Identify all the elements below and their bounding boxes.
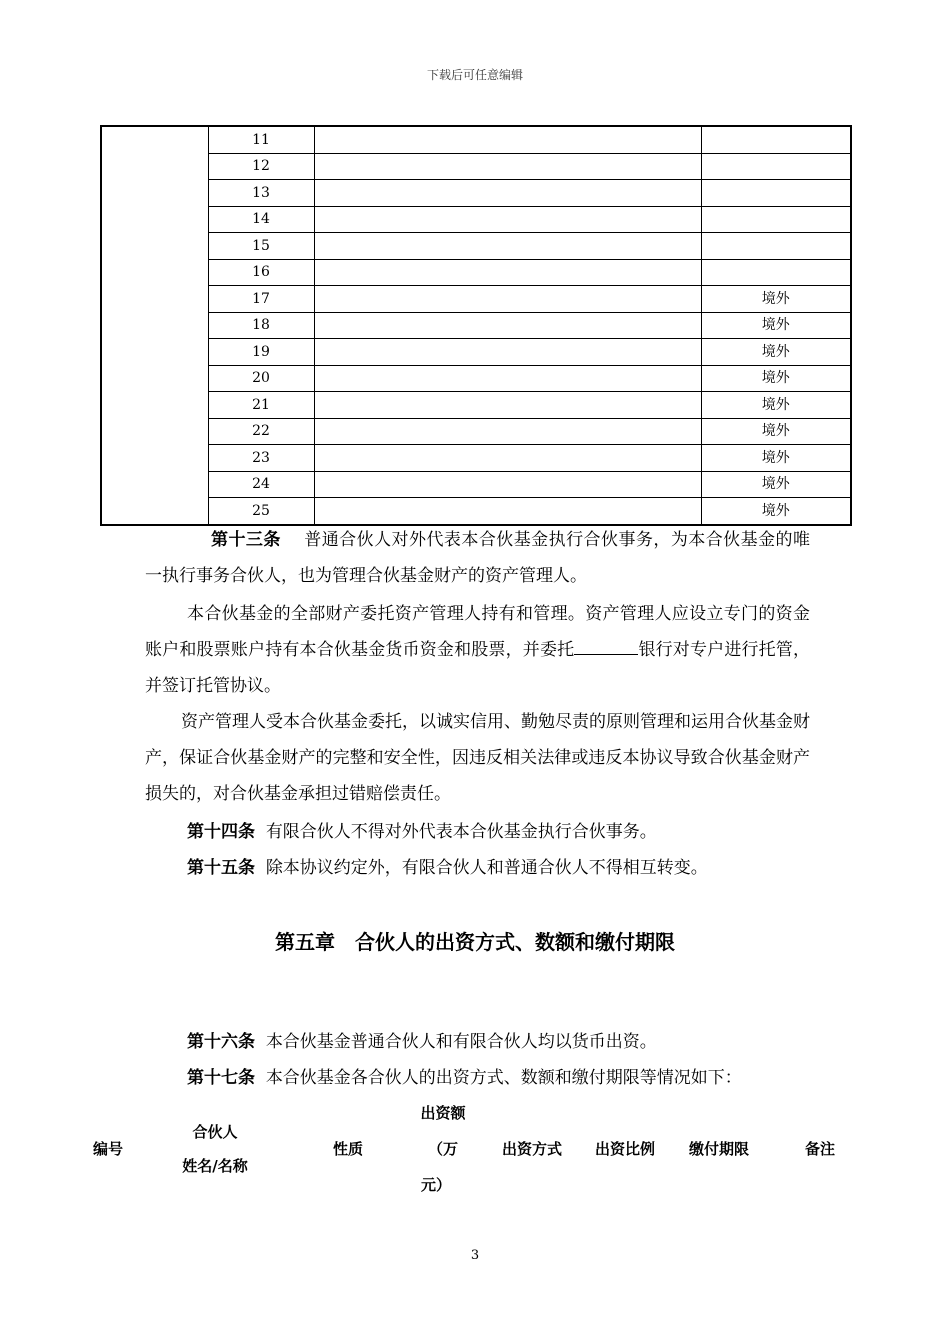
row-number-cell: 22 [208,418,314,445]
bank-blank[interactable] [574,640,638,655]
row-number-cell: 24 [208,471,314,498]
region-note-cell [701,126,851,153]
row-number-cell: 23 [208,445,314,472]
table-row [101,206,851,233]
row-number-cell: 20 [208,365,314,392]
article-15-text: 除本协议约定外，有限合伙人和普通合伙人不得相互转变。 [265,858,708,878]
partner-name-cell [314,365,701,392]
manager-paragraph: 资产管理人受本合伙基金委托，以诚实信用、勤勉尽责的原则管理和运用合伙基金财产，保证合伙基金财产的完整和安全性，因违反相关法律或违反本协议导致合伙基金财产损失的，对合伙基金承担过错赔偿责任。 [145,712,810,804]
partner-name-cell [314,312,701,339]
table-row [101,339,851,366]
row-number-cell: 18 [208,312,314,339]
article-14-title: 第十四条 [187,822,255,842]
region-note-cell [701,153,851,180]
header-amount-line2: （万 [427,1140,458,1158]
header-remark: 备注 [804,1140,835,1158]
region-note-cell: 境外 [701,471,851,498]
table-row [101,392,851,419]
region-note-cell: 境外 [701,339,851,366]
partner-name-cell [314,339,701,366]
partner-name-cell [314,392,701,419]
partner-name-cell [314,206,701,233]
region-note-cell: 境外 [701,418,851,445]
partner-name-cell [314,259,701,286]
region-note-cell: 境外 [701,445,851,472]
table-row [101,126,851,153]
table-row [101,445,851,472]
article-16-text: 本合伙基金普通合伙人和有限合伙人均以货币出资。 [265,1032,657,1052]
row-number-cell: 11 [208,126,314,153]
region-note-cell: 境外 [701,498,851,525]
row-number-cell: 19 [208,339,314,366]
table-row [101,180,851,207]
region-note-cell [701,180,851,207]
header-name-line1: 合伙人 [192,1123,238,1141]
header-term: 缴付期限 [688,1140,749,1158]
region-note-cell: 境外 [701,286,851,313]
page-number: 3 [470,1248,480,1263]
row-number-cell: 14 [208,206,314,233]
table-row [101,498,851,525]
table-row [101,233,851,260]
header-ratio: 出资比例 [594,1140,655,1158]
article-15-title: 第十五条 [187,858,255,878]
table-row [101,312,851,339]
partner-name-cell [314,498,701,525]
partner-name-cell [314,445,701,472]
article-17-text: 本合伙基金各合伙人的出资方式、数额和缴付期限等情况如下： [265,1068,742,1088]
header-amount-line3: 元） [420,1176,451,1194]
header-method: 出资方式 [501,1140,562,1158]
row-number-cell: 12 [208,153,314,180]
partner-table [100,125,852,526]
partner-name-cell [314,286,701,313]
region-note-cell: 境外 [701,312,851,339]
partner-name-cell [314,471,701,498]
partner-name-cell [314,418,701,445]
table-row [101,153,851,180]
article-17 [145,1060,810,1096]
row-number-cell: 15 [208,233,314,260]
region-note-cell [701,233,851,260]
article-13 [145,522,810,594]
partner-name-cell [314,233,701,260]
region-note-cell [701,206,851,233]
region-note-cell: 境外 [701,392,851,419]
region-note-cell: 境外 [701,365,851,392]
table-row [101,471,851,498]
article-14-text: 有限合伙人不得对外代表本合伙基金执行合伙事务。 [265,822,657,842]
header-name-line2: 姓名/名称 [182,1157,248,1175]
table-row [101,418,851,445]
article-17-title: 第十七条 [187,1068,255,1088]
custody-paragraph [145,596,810,704]
article-13-text: 普通合伙人对外代表本合伙基金执行合伙事务，为本合伙基金的唯一执行事务合伙人，也为管理合伙基金财产的资产管理人。 [145,530,811,586]
article-16 [145,1024,810,1060]
table-row [101,259,851,286]
row-number-cell: 25 [208,498,314,525]
header-no: 编号 [92,1140,123,1158]
page-header: 下载后可任意编辑 [426,68,523,82]
row-number-cell: 21 [208,392,314,419]
partner-name-cell [314,180,701,207]
article-15 [145,850,810,886]
row-number-cell: 16 [208,259,314,286]
partner-name-cell [314,126,701,153]
article-14 [145,814,810,850]
row-number-cell: 17 [208,286,314,313]
table-row [101,365,851,392]
merged-type-cell [101,126,208,525]
header-nature: 性质 [332,1140,363,1158]
row-number-cell: 13 [208,180,314,207]
article-13-title: 第十三条 [211,530,281,550]
header-amount-line1: 出资额 [420,1104,466,1122]
article-16-title: 第十六条 [187,1032,255,1052]
partner-name-cell [314,153,701,180]
region-note-cell [701,259,851,286]
custody-text-after: 银行对专户进行托管，并签订托管协议。 [145,640,811,696]
chapter-title: 第五章 合伙人的出资方式、数额和缴付期限 [275,930,675,954]
table-row [101,286,851,313]
custody-text-before: 本合伙基金的全部财产委托资产管理人持有和管理。资产管理人应设立专门的资金账户和股票账户持有本合伙基金货币资金和股票，并委托 [145,604,810,660]
